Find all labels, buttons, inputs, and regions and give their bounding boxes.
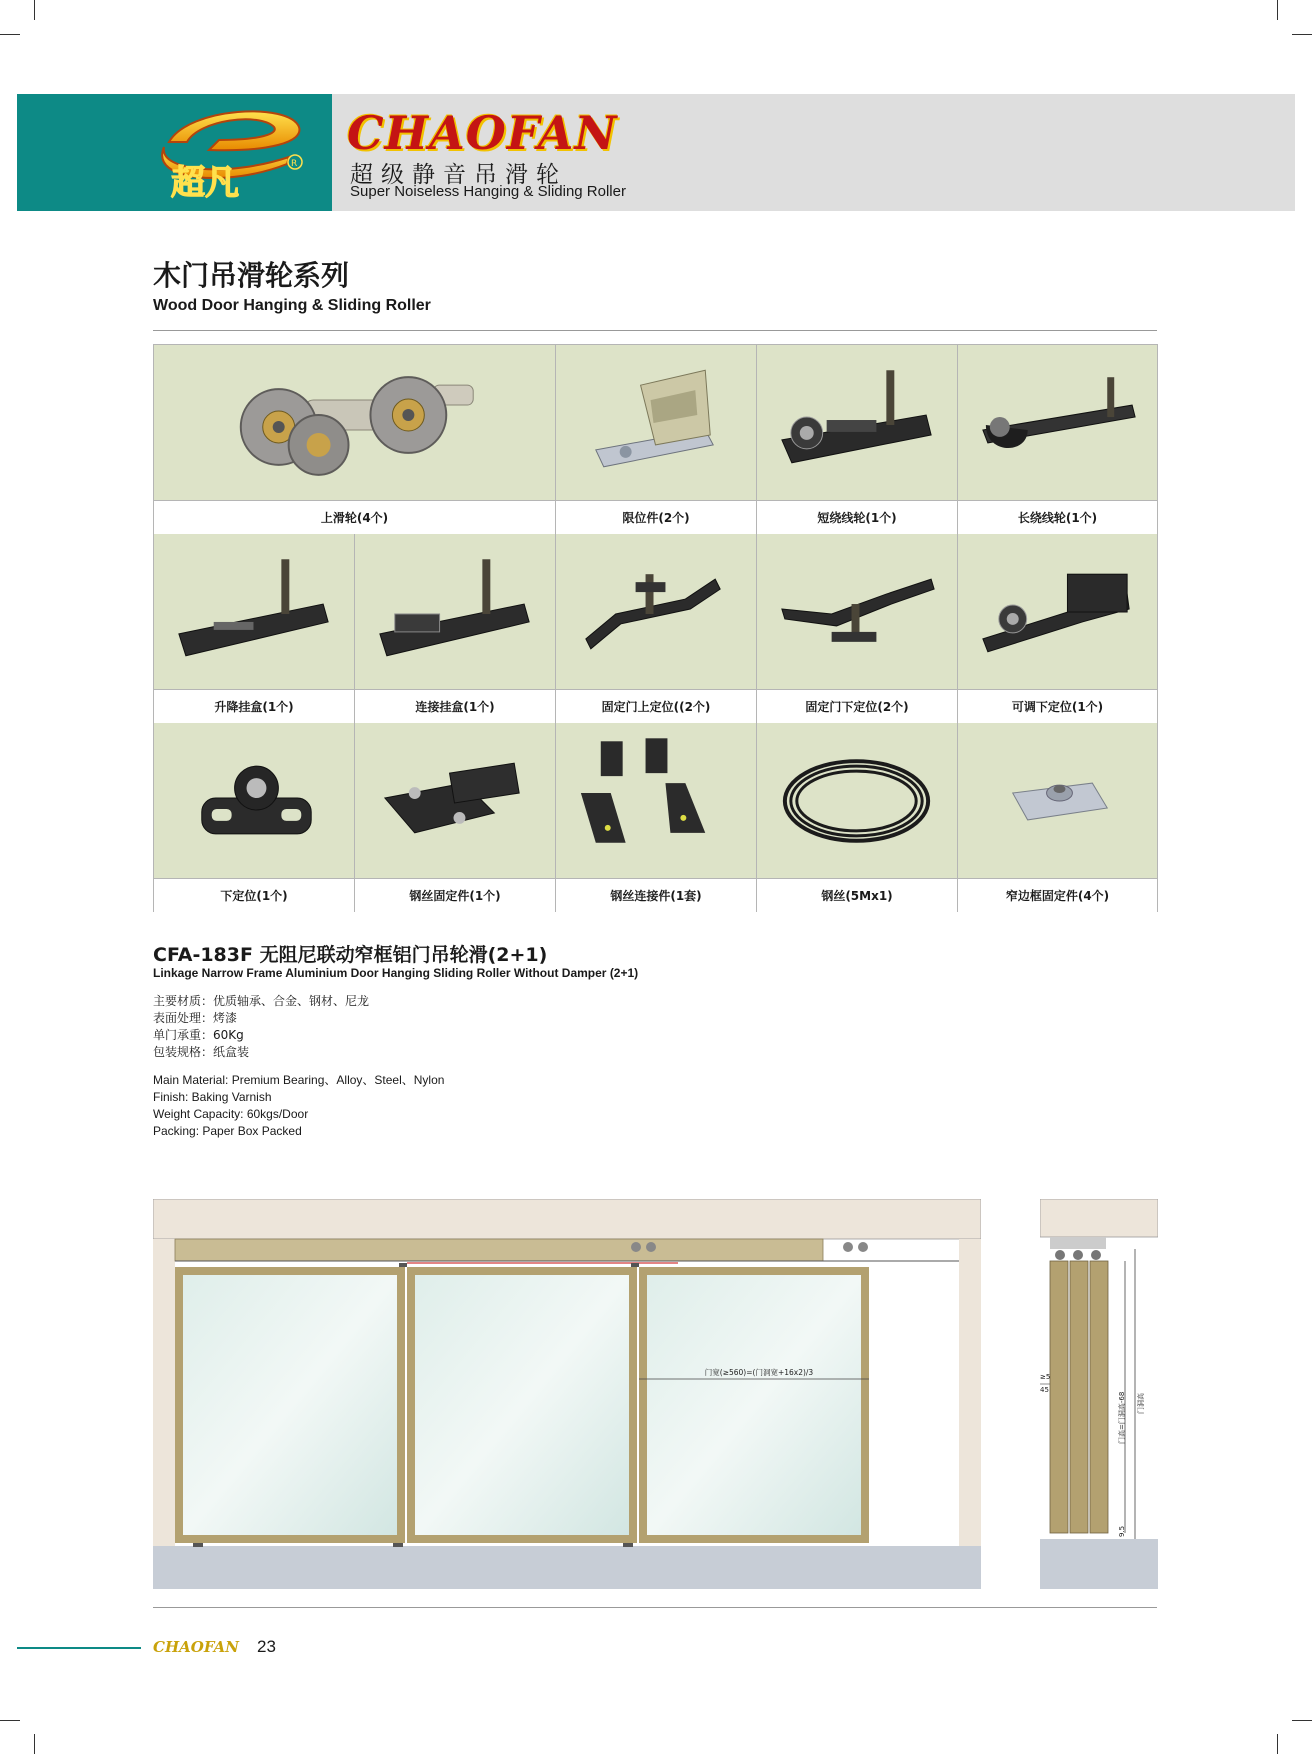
- svg-text:R: R: [291, 159, 298, 169]
- part-label: 长绕线轮(1个): [958, 500, 1157, 534]
- bottom-gap-label: 9.5: [1118, 1525, 1126, 1537]
- part-cell: [355, 534, 556, 723]
- wire-fixer-icon: [355, 723, 555, 878]
- spec-line: 单门承重：60Kg: [153, 1028, 244, 1042]
- part-label: 窄边框固定件(4个): [958, 878, 1157, 912]
- part-label: 上滑轮(4个): [154, 500, 555, 534]
- part-label: 钢丝(5Mx1): [757, 878, 957, 912]
- part-image: [154, 534, 354, 689]
- opening-height-label: 门洞高: [1137, 1393, 1145, 1414]
- short-winding-wheel-icon: [757, 345, 957, 500]
- footer-divider: [153, 1607, 1157, 1608]
- product-model-en: Linkage Narrow Frame Aluminium Door Hanging Sliding Roller Without Damper (2+1): [153, 966, 639, 980]
- divider: [153, 330, 1157, 331]
- long-winding-wheel-icon: [958, 345, 1157, 500]
- wire-connector-set-icon: [556, 723, 756, 878]
- spec-line: Main Material: Premium Bearing、Alloy、Steel、Nylon: [153, 1073, 445, 1087]
- crop-mark: [34, 0, 35, 20]
- header-subtitle-cn: 超级静音吊滑轮: [350, 162, 567, 188]
- part-label: 短绕线轮(1个): [757, 500, 957, 534]
- part-image: [958, 534, 1157, 689]
- parts-grid: [153, 344, 1158, 912]
- narrow-frame-fixer-icon: [958, 723, 1157, 878]
- part-image: [757, 534, 957, 689]
- steel-wire-icon: [757, 723, 957, 878]
- part-label: 固定门上定位((2个): [556, 689, 756, 723]
- logo-text: 超凡: [171, 163, 239, 202]
- part-cell: [757, 534, 958, 723]
- footer-accent-line: [17, 1647, 141, 1649]
- part-image: [355, 723, 555, 878]
- part-image: [958, 723, 1157, 878]
- part-image: [154, 723, 354, 878]
- part-image: [958, 345, 1157, 500]
- part-cell: [556, 723, 757, 912]
- gap-top-label: ≥5: [1040, 1373, 1051, 1381]
- upper-roller-icon: [154, 345, 555, 500]
- fixed-door-top-guide-icon: [556, 534, 756, 689]
- part-image: [757, 723, 957, 878]
- connecting-hanger-box-icon: [355, 534, 555, 689]
- part-cell: [154, 345, 556, 534]
- spec-line: Packing: Paper Box Packed: [153, 1124, 302, 1138]
- spec-line: Weight Capacity: 60kgs/Door: [153, 1107, 309, 1121]
- page-header: [17, 94, 1295, 211]
- door-width-note: 门宽(≥560)=(门洞宽+16x2)/3: [704, 1368, 814, 1377]
- brand-wordmark: CHAOFAN: [347, 106, 618, 160]
- crop-mark: [1292, 34, 1312, 35]
- footer-brand: CHAOFAN: [153, 1638, 239, 1656]
- part-cell: [355, 723, 556, 912]
- part-cell: [757, 345, 958, 534]
- logo-panel: [17, 94, 332, 211]
- spec-line: 主要材质：优质轴承、合金、钢材、尼龙: [153, 994, 370, 1008]
- chaofan-logo-icon: [149, 102, 319, 202]
- lifting-hanger-box-icon: [154, 534, 354, 689]
- section-title-cn: 木门吊滑轮系列: [153, 259, 350, 292]
- part-image: [556, 534, 756, 689]
- door-height-note: 门高=门洞高-68: [1118, 1391, 1126, 1444]
- part-image: [355, 534, 555, 689]
- crop-mark: [1292, 1720, 1312, 1721]
- gap-value-label: 45: [1040, 1386, 1049, 1394]
- part-cell: [958, 345, 1158, 534]
- specs-cn: [153, 993, 369, 1061]
- part-label: 下定位(1个): [154, 878, 354, 912]
- crop-mark: [34, 1734, 35, 1754]
- part-cell: [556, 345, 757, 534]
- part-image: [154, 345, 555, 500]
- part-label: 升降挂盒(1个): [154, 689, 354, 723]
- crop-mark: [1277, 0, 1278, 20]
- stopper-icon: [556, 345, 756, 500]
- page-number: 23: [257, 1637, 276, 1656]
- fixed-door-bottom-guide-icon: [757, 534, 957, 689]
- crop-mark: [1277, 1734, 1278, 1754]
- crop-mark: [0, 1720, 20, 1721]
- part-label: 钢丝固定件(1个): [355, 878, 555, 912]
- part-cell: [757, 723, 958, 912]
- part-cell: [556, 534, 757, 723]
- part-image: [556, 345, 756, 500]
- header-subtitle-en: Super Noiseless Hanging & Sliding Roller: [350, 183, 626, 200]
- crop-mark: [0, 34, 20, 35]
- part-cell: [154, 534, 355, 723]
- bottom-guide-icon: [154, 723, 354, 878]
- part-label: 固定门下定位(2个): [757, 689, 957, 723]
- part-cell: [958, 723, 1158, 912]
- side-view-drawing: [1040, 1199, 1158, 1589]
- part-label: 可调下定位(1个): [958, 689, 1157, 723]
- product-model: CFA-183F 无阻尼联动窄框铝门吊轮滑(2+1): [153, 944, 548, 966]
- spec-line: Finish: Baking Varnish: [153, 1090, 272, 1104]
- spec-line: 表面处理：烤漆: [153, 1011, 238, 1025]
- spec-line: 包装规格：纸盒装: [153, 1045, 250, 1059]
- specs-en: [153, 1072, 444, 1140]
- part-label: 连接挂盒(1个): [355, 689, 555, 723]
- part-image: [556, 723, 756, 878]
- section-title-en: Wood Door Hanging & Sliding Roller: [153, 297, 431, 314]
- part-label: 限位件(2个): [556, 500, 756, 534]
- front-view-drawing: [153, 1199, 981, 1589]
- part-cell: [958, 534, 1158, 723]
- adjustable-bottom-guide-icon: [958, 534, 1157, 689]
- part-image: [757, 345, 957, 500]
- part-cell: [154, 723, 355, 912]
- part-label: 钢丝连接件(1套): [556, 878, 756, 912]
